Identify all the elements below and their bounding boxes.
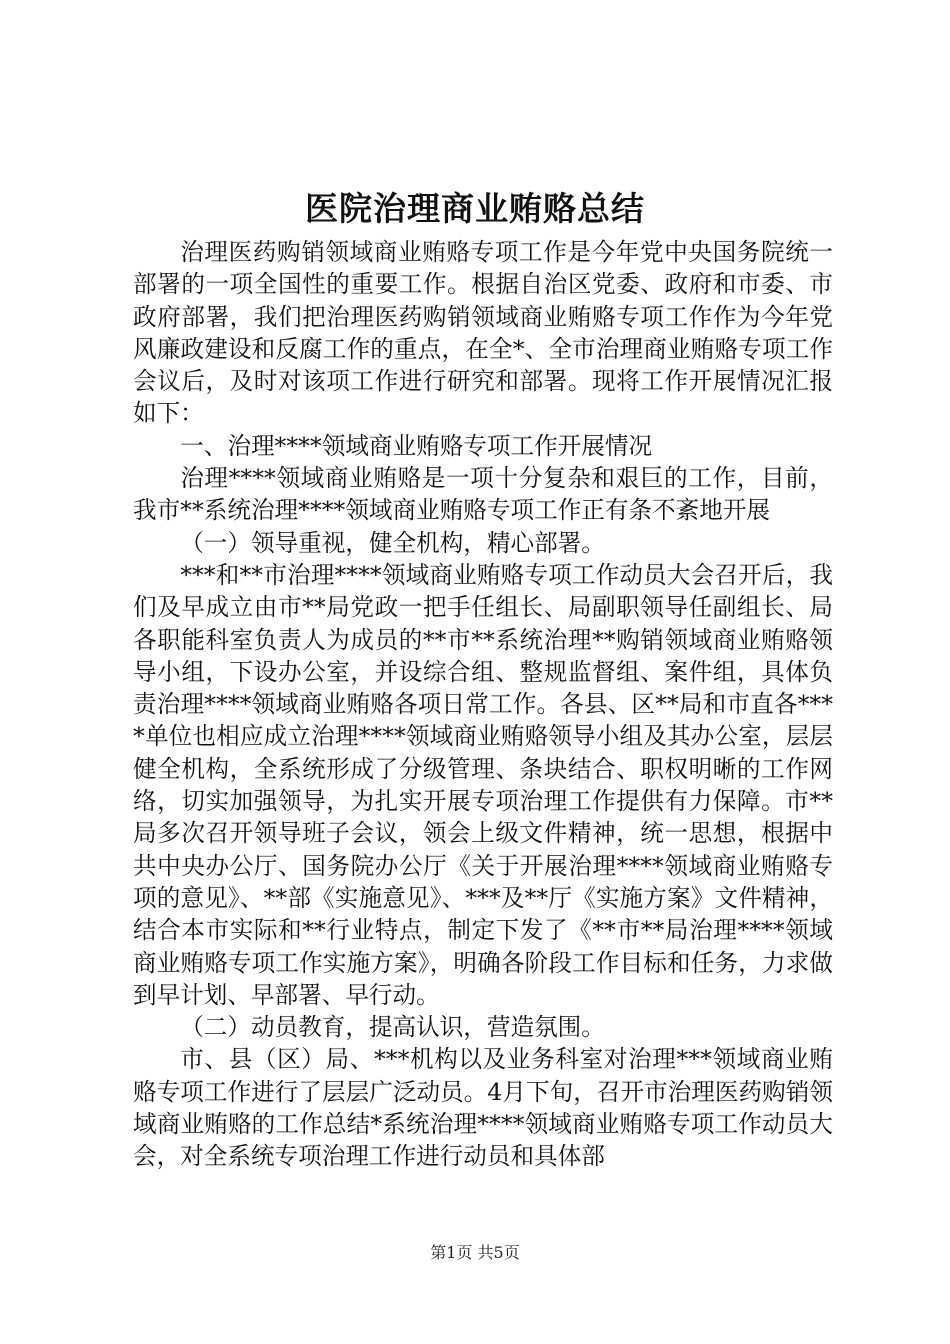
subsection-1-paragraph: ***和**市治理****领域商业贿赂专项工作动员大会召开后，我们及早成立由市**局党政一把手任组长、局副职领导任副组长、局各职能科室负责人为成员的**市**系统治理**购销领域商业贿赂领导小组，下设办公室，并设综合组、整规监督组、案件组，具体负责治理****领域商业贿赂各项日常工作。各县、区**局和市直各****单位也相应成立治理****领域商业贿赂领导小组及其办公室，层层健全机构，全系统形成了分级管理、条块结合、职权明晰的工作网络，切实加强领导，为扎实开展专项治理工作提供有力保障。市**局多次召开领导班子会议，领会上级文件精神，统一思想，根据中共中央办公厅、国务院办公厅《关于开展治理****领域商业贿赂专项的意见》、**部《实施意见》、***及**厅《实施方案》文件精神，结合本市实际和**行业特点，制定下发了《**市**局治理****领域商业贿赂专项工作实施方案》，明确各阶段工作目标和任务，力求做到早计划、早部署、早行动。 [133, 560, 833, 1009]
page-number-footer: 第1页 共5页 [430, 1243, 520, 1262]
document-title: 医院治理商业贿赂总结 [305, 189, 645, 228]
subsection-heading-2: （二）动员教育，提高认识，营造氛围。 [180, 1013, 605, 1042]
subsection-2-paragraph: 市、县（区）局、***机构以及业务科室对治理***领域商业贿赂专项工作进行了层层广泛动员。4月下旬，召开市治理医药购销领域商业贿赂的工作总结*系统治理****领域商业贿赂专项工作动员大会，对全系统专项治理工作进行动员和具体部 [133, 1045, 833, 1171]
section-1-paragraph: 治理****领域商业贿赂是一项十分复杂和艰巨的工作，目前，我市**系统治理****领域商业贿赂专项工作正有条不紊地开展 [133, 464, 833, 525]
subsection-heading-1: （一）领导重视，健全机构，精心部署。 [180, 528, 605, 557]
intro-paragraph: 治理医药购销领域商业贿赂专项工作是今年党中央国务院统一部署的一项全国性的重要工作。根据自治区党委、政府和市委、市政府部署，我们把治理医药购销领域商业贿赂专项工作作为今年党风廉政建设和反腐工作的重点，在全*、全市治理商业贿赂专项工作会议后，及时对该项工作进行研究和部署。现将工作开展情况汇报如下： [133, 238, 833, 428]
section-heading-1: 一、治理****领域商业贿赂专项工作开展情况 [180, 431, 653, 460]
document-body [133, 236, 833, 1173]
